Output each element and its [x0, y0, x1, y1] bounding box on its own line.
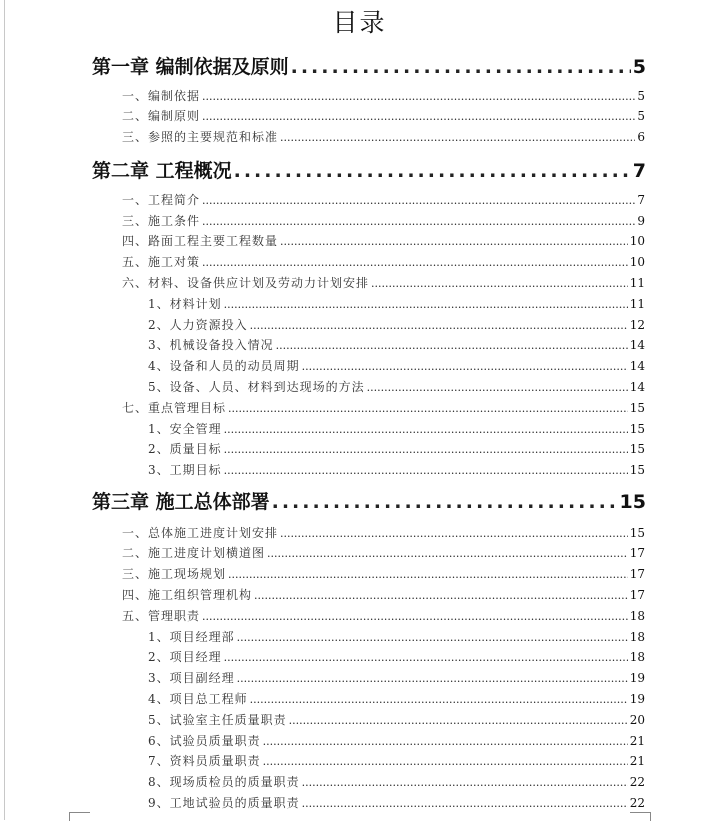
toc-entry[interactable]: [148, 420, 645, 440]
toc-entry-text: 三、施工现场规划: [122, 567, 227, 581]
toc-page-number: 17: [629, 567, 645, 581]
toc-entry[interactable]: [122, 544, 645, 564]
toc-page-number: 15: [629, 463, 645, 477]
toc-entry-text: 三、参照的主要规范和标准: [122, 130, 279, 144]
toc-entry[interactable]: [148, 690, 645, 710]
toc-entry[interactable]: [148, 378, 645, 398]
toc-entry-text: 第三章 施工总体部署: [92, 491, 270, 513]
toc-entry[interactable]: [148, 752, 645, 772]
toc-entry[interactable]: [148, 628, 645, 648]
toc-page-number: 7: [632, 160, 646, 182]
toc-page-number: 12: [629, 318, 645, 332]
toc-entry[interactable]: [122, 274, 645, 294]
toc-entry[interactable]: [148, 732, 645, 752]
toc-page-number: 11: [629, 297, 645, 311]
toc-entry-text: 五、施工对策: [122, 255, 201, 269]
toc-entry[interactable]: [148, 461, 645, 481]
toc-dot-leader: [224, 651, 628, 664]
toc-entry[interactable]: [122, 128, 645, 148]
toc-entry[interactable]: [122, 212, 645, 232]
toc-entry[interactable]: [148, 773, 645, 793]
toc-entry[interactable]: [148, 711, 645, 731]
toc-dot-leader: [267, 547, 628, 560]
toc-dot-leader: [371, 277, 628, 290]
toc-entry[interactable]: [122, 586, 645, 606]
toc-entry-text: 7、资料员质量职责: [148, 754, 261, 768]
toc-page-number: 17: [629, 588, 645, 602]
toc-dot-leader: [302, 360, 628, 373]
toc-entry-text: 第一章 编制依据及原则: [92, 56, 289, 78]
toc-page-number: 14: [629, 338, 645, 352]
toc-page-number: 5: [632, 56, 646, 78]
toc-chapter-entry[interactable]: [92, 487, 646, 517]
toc-dot-leader: [202, 90, 635, 103]
toc-page-number: 15: [629, 442, 645, 456]
toc-entry[interactable]: [148, 295, 645, 315]
toc-page-number: 11: [629, 276, 645, 290]
toc-page-number: 6: [637, 130, 645, 144]
toc-entry-text: 四、施工组织管理机构: [122, 588, 253, 602]
toc-dot-leader: [280, 131, 635, 144]
toc-dot-leader: [263, 755, 628, 768]
toc-entry-text: 1、项目经理部: [148, 630, 235, 644]
toc-dot-leader: [276, 339, 628, 352]
toc-page-number: 7: [637, 193, 645, 207]
toc-entry[interactable]: [148, 316, 645, 336]
toc-entry-text: 第二章 工程概况: [92, 160, 232, 182]
toc-dot-leader: [224, 464, 628, 477]
toc-page-number: 22: [629, 796, 645, 810]
toc-entry-text: 一、总体施工进度计划安排: [122, 526, 279, 540]
toc-entry[interactable]: [122, 253, 645, 273]
toc-page-number: 21: [629, 734, 645, 748]
toc-entry-text: 一、工程简介: [122, 193, 201, 207]
toc-entry-text: 七、重点管理目标: [122, 401, 227, 415]
toc-entry-text: 4、项目总工程师: [148, 692, 248, 706]
toc-dot-leader: [234, 160, 631, 182]
toc-page-number: 19: [629, 692, 645, 706]
toc-entry-text: 4、设备和人员的动员周期: [148, 359, 300, 373]
toc-entry-text: 5、设备、人员、材料到达现场的方法: [148, 380, 365, 394]
toc-entry[interactable]: [148, 669, 645, 689]
toc-entry[interactable]: [148, 440, 645, 460]
toc-entry[interactable]: [122, 191, 645, 211]
toc-page-number: 17: [629, 546, 645, 560]
toc-entry[interactable]: [122, 565, 645, 585]
toc-entry[interactable]: [122, 107, 645, 127]
toc-page-number: 18: [629, 650, 645, 664]
toc-dot-leader: [202, 110, 635, 123]
toc-entry-text: 一、编制依据: [122, 89, 201, 103]
toc-page-number: 14: [629, 359, 645, 373]
toc-page-number: 10: [629, 255, 645, 269]
toc-page-number: 22: [629, 775, 645, 789]
toc-entry-text: 3、工期目标: [148, 463, 222, 477]
toc-dot-leader: [367, 381, 628, 394]
toc-entry-text: 1、材料计划: [148, 297, 222, 311]
toc-dot-leader: [280, 235, 628, 248]
toc-dot-leader: [228, 568, 628, 581]
toc-entry-text: 五、管理职责: [122, 609, 201, 623]
toc-dot-leader: [202, 256, 628, 269]
toc-page-number: 18: [629, 609, 645, 623]
toc-entry-text: 六、材料、设备供应计划及劳动力计划安排: [122, 276, 370, 290]
toc-dot-leader: [302, 797, 628, 810]
toc-entry-text: 2、质量目标: [148, 442, 222, 456]
toc-entry[interactable]: [148, 336, 645, 356]
toc-dot-leader: [228, 402, 628, 415]
toc-entry[interactable]: [122, 232, 645, 252]
toc-page-number: 18: [629, 630, 645, 644]
toc-entry-text: 1、安全管理: [148, 422, 222, 436]
toc-entry-text: 3、机械设备投入情况: [148, 338, 274, 352]
toc-entry-text: 2、人力资源投入: [148, 318, 248, 332]
toc-page-number: 15: [629, 422, 645, 436]
toc-page-number: 19: [629, 671, 645, 685]
toc-dot-leader: [272, 491, 618, 513]
toc-dot-leader: [202, 215, 635, 228]
toc-dot-leader: [263, 735, 628, 748]
toc-page-number: 5: [637, 109, 645, 123]
toc-dot-leader: [250, 319, 628, 332]
toc-entry-text: 2、项目经理: [148, 650, 222, 664]
toc-entry[interactable]: [122, 87, 645, 107]
toc-entry[interactable]: [122, 399, 645, 419]
toc-entry-text: 三、施工条件: [122, 214, 201, 228]
toc-entry[interactable]: [148, 648, 645, 668]
toc-page-number: 5: [637, 89, 645, 103]
toc-dot-leader: [291, 56, 631, 78]
toc-page-number: 21: [629, 754, 645, 768]
toc-page-number: 15: [629, 401, 645, 415]
toc-dot-leader: [224, 443, 628, 456]
toc-page-number: 15: [619, 491, 646, 513]
toc-entry-text: 9、工地试验员的质量职责: [148, 796, 300, 810]
toc-page-number: 14: [629, 380, 645, 394]
toc-dot-leader: [202, 194, 635, 207]
toc-title: 目录: [332, 8, 387, 37]
toc-dot-leader: [250, 693, 628, 706]
toc-dot-leader: [224, 298, 628, 311]
toc-dot-leader: [280, 527, 628, 540]
toc-dot-leader: [202, 610, 628, 623]
toc-page-number: 9: [637, 214, 645, 228]
toc-entry-text: 8、现场质检员的质量职责: [148, 775, 300, 789]
toc-page-number: 20: [629, 713, 645, 727]
toc-entry[interactable]: [122, 607, 645, 627]
toc-entry-text: 二、编制原则: [122, 109, 201, 123]
toc-entry-text: 四、路面工程主要工程数量: [122, 234, 279, 248]
toc-entry[interactable]: [148, 357, 645, 377]
toc-chapter-entry[interactable]: [92, 156, 646, 186]
toc-dot-leader: [237, 631, 628, 644]
toc-dot-leader: [237, 672, 628, 685]
toc-chapter-entry[interactable]: [92, 52, 646, 82]
toc-dot-leader: [302, 776, 628, 789]
toc-dot-leader: [224, 423, 628, 436]
toc-entry-text: 5、试验室主任质量职责: [148, 713, 287, 727]
toc-entry-text: 二、施工进度计划横道图: [122, 546, 266, 560]
toc-page-number: 15: [629, 526, 645, 540]
toc-page-number: 10: [629, 234, 645, 248]
toc-entry[interactable]: [122, 524, 645, 544]
toc-entry-text: 6、试验员质量职责: [148, 734, 261, 748]
toc-dot-leader: [289, 714, 628, 727]
toc-entry[interactable]: [148, 794, 645, 814]
toc-entry-text: 3、项目副经理: [148, 671, 235, 685]
toc-dot-leader: [254, 589, 628, 602]
